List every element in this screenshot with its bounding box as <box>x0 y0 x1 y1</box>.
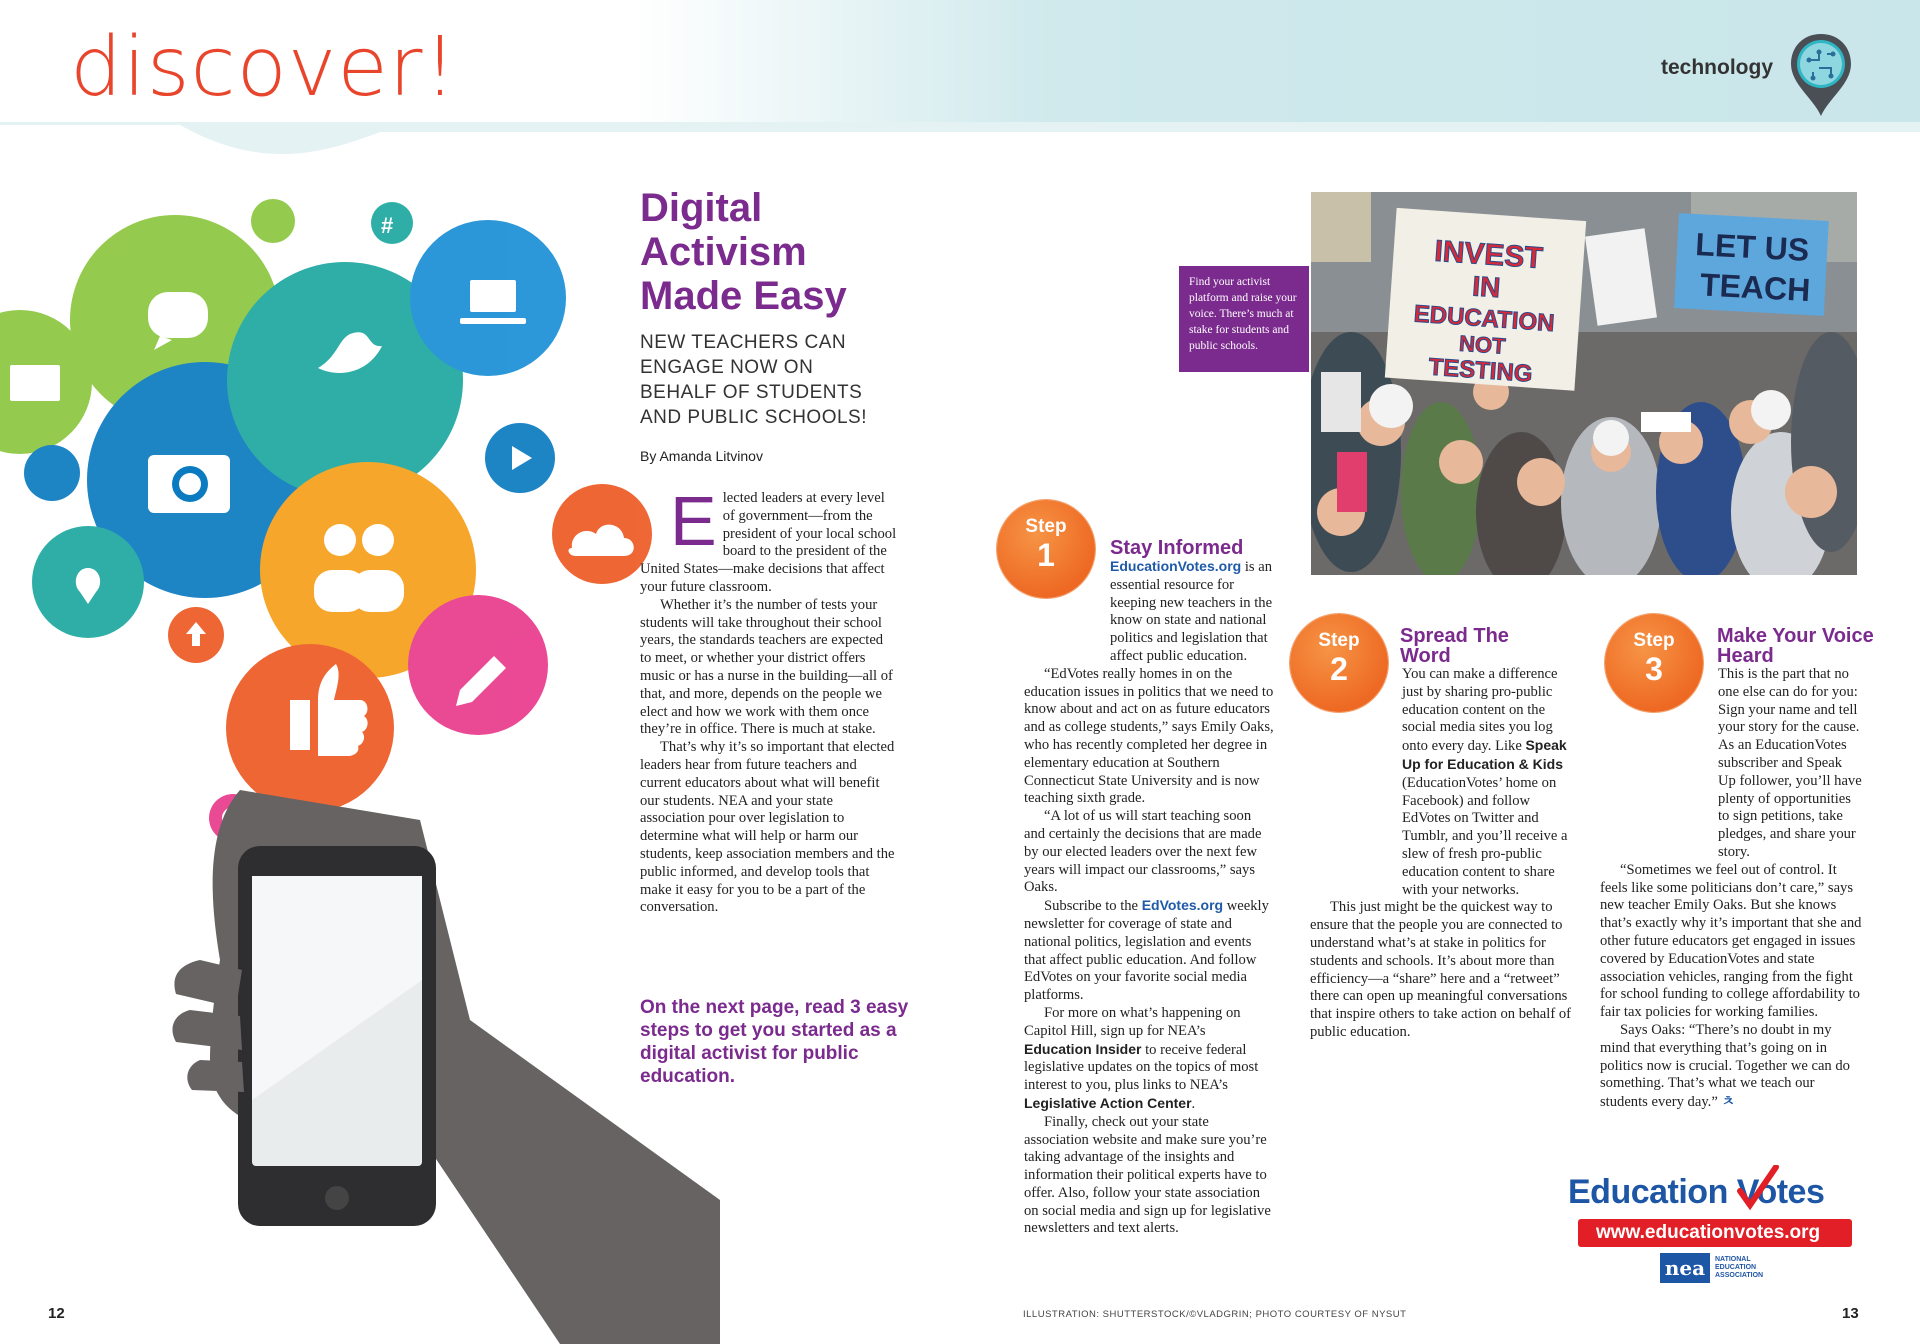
step-2-column <box>1310 666 1574 1042</box>
edvotes-link[interactable]: EdVotes.org <box>1141 897 1224 914</box>
step-2-paragraph-2: This just might be the quickest way to ensure that the people you are connected to understand what’s at stake in politics for students and schools. It’s about more than efficiency—a “share” here and a “retweet” there can open up meaningful conversations that inspire others to take action on behalf of public education. <box>1310 899 1571 1040</box>
end-mark-icon: ㅊ <box>1721 1093 1735 1110</box>
svg-text:TESTING: TESTING <box>1427 353 1534 388</box>
nea-full-name: NATIONAL EDUCATION ASSOCIATION <box>1715 1256 1764 1279</box>
speak-up-label: Speak Up for Education & Kids <box>1402 737 1567 772</box>
section-label: technology <box>1661 56 1774 79</box>
checkmark-icon <box>1736 1165 1780 1215</box>
education-insider-label: Education Insider <box>1024 1040 1142 1057</box>
svg-text:NOT: NOT <box>1458 330 1507 359</box>
step-1-paragraph-2: “EdVotes really homes in on the education issues in politics that we need to know about and act on as future educators and as college students,” says Emily Oaks, who has recently completed her degree in elementary education at Southern Connecticut State University and is now teaching sixth grade. <box>1024 665 1274 807</box>
hashtag-icon: # <box>381 213 394 238</box>
step-3-badge: Step 3 <box>1605 614 1703 712</box>
nea-logo: nea <box>1660 1253 1710 1283</box>
step-1-column <box>1024 558 1274 1238</box>
step-1-paragraph-1: EducationVotes.org is an essential resource for keeping new teachers in the know on state and national politics and legislation that affect public education. <box>1110 558 1273 664</box>
section-brand: discover! <box>70 20 458 115</box>
sign-let-us: LET US <box>1694 226 1811 268</box>
step-3-column <box>1600 666 1862 1112</box>
intro-paragraph-1: Elected leaders at every level of government—from the president of your local school board to the president of the United States—make decisions that affect your future classroom. <box>640 482 897 595</box>
educationvotes-link[interactable]: EducationVotes.org <box>1110 558 1242 574</box>
social-media-illustration <box>0 180 720 1344</box>
photo-credit: ILLUSTRATION: SHUTTERSTOCK/©VLADGRIN; PHOTO COURTESY OF NYSUT <box>1023 1309 1407 1320</box>
protest-photo <box>1311 192 1857 575</box>
intro-column <box>640 482 898 917</box>
photo-caption: Find your activist platform and raise your voice. There’s much at stake for students and public schools. <box>1179 266 1309 372</box>
step-2-paragraph-1: You can make a difference just by sharing pro-public education content on the social media sites you log onto every day. Like Speak Up for Education & Kids (EducationVotes’ home on Facebook) and follow EdVotes on Twitter and Tumblr, and you’ll receive a slew of fresh pro-public education content to share with your networks. <box>1402 666 1568 898</box>
step-3-paragraph-1: This is the part that no one else can do for you: Sign your name and tell your story for the cause. As an EducationVotes subscriber and Speak Up follower, you’ll have plenty of opportunities to sign petitions, take pledges, and share your story. <box>1718 666 1862 860</box>
step-3-paragraph-3: Says Oaks: “There’s no doubt in my mind that everything that’s going on in politics now is crucial. Together we can do something. That’s what we teach our students every day.” ㅊ <box>1600 1021 1850 1111</box>
step-3-heading: Make Your Voice Heard <box>1717 625 1874 667</box>
step-1-heading: Stay Informed <box>1110 537 1244 559</box>
step-1-badge: Step 1 <box>997 500 1095 598</box>
byline: By Amanda Litvinov <box>640 448 763 464</box>
article-dek: NEW TEACHERS CAN ENGAGE NOW ON BEHALF OF STUDENTS AND PUBLIC SCHOOLS! <box>640 332 867 428</box>
next-page-callout: On the next page, read 3 easy steps to get you started as a digital activist for public education. <box>640 997 909 1087</box>
legislative-action-center-label: Legislative Action Center <box>1024 1094 1192 1111</box>
intro-paragraph-3: That’s why it’s so important that elected leaders hear from future teachers and current educators about what will benefit our students. NEA and your state association pour over legislation to determine what will help or harm our students, keep association members and the public informed, and develop tools that make it easy for you to be a part of the conversation. <box>640 739 895 916</box>
page-number-left: 12 <box>48 1305 65 1322</box>
step-1-paragraph-6: Finally, check out your state association website and make sure you’re taking advantage of the insights and information their political experts have to offer. Also, follow your state association on social media and sign up for legislative newsletters and text alerts. <box>1024 1113 1271 1237</box>
step-2-badge: Step 2 <box>1290 614 1388 712</box>
step-1-paragraph-3: “A lot of us will start teaching soon and certainly the decisions that are made by our elected leaders over the next few years will impact our classrooms,” says Oaks. <box>1024 808 1262 896</box>
drop-cap: E <box>670 482 717 560</box>
page-number-right: 13 <box>1842 1305 1859 1322</box>
intro-paragraph-2: Whether it’s the number of tests your students will take throughout their school years, the standards teachers are expected to meet, or whether your district offers music or has a nurse in the building—all of that, and more, depends on the people we elect and how we work with them once they’re in office. There is much at stake. <box>640 596 893 738</box>
mail-icon <box>10 365 60 401</box>
education-votes-logo <box>1560 1165 1860 1285</box>
svg-text:IN: IN <box>1471 270 1502 304</box>
people-icon <box>324 524 356 556</box>
circuit-map-pin-icon <box>1787 32 1855 118</box>
step-3-paragraph-2: “Sometimes we feel out of control. It feels like some politicians don’t care,” says new teacher Emily Oaks. But she knows that’s exactly why it’s important that she and other future educators get engaged in issues covered by EducationVotes and state association vehicles, ranging from the fight for school funding to college affordability to fair tax policies for working families. <box>1600 861 1862 1021</box>
step-1-paragraph-5: For more on what’s happening on Capitol Hill, sign up for NEA’s Education Insider to receive federal legislative updates on the topics of most interest to you, plus links to NEA’s Legislative Action Center. <box>1024 1004 1259 1112</box>
chat-icon <box>148 292 208 338</box>
article-title: Digital Activism Made Easy <box>640 186 847 318</box>
step-1-paragraph-4: Subscribe to the EdVotes.org weekly newsletter for coverage of state and national politics, legislation and events that affect public education. And follow EdVotes on your favorite social media platforms. <box>1024 897 1269 1004</box>
bubble-pink <box>408 595 548 735</box>
laptop-icon <box>470 280 516 312</box>
sign-invest: INVEST <box>1433 234 1544 276</box>
svg-text:TEACH: TEACH <box>1699 266 1812 309</box>
logo-title: Education Votes <box>1568 1173 1825 1211</box>
svg-text:EDUCATION: EDUCATION <box>1412 300 1556 338</box>
logo-url: www.educationvotes.org <box>1596 1222 1821 1243</box>
step-2-heading: Spread The Word <box>1400 625 1509 667</box>
